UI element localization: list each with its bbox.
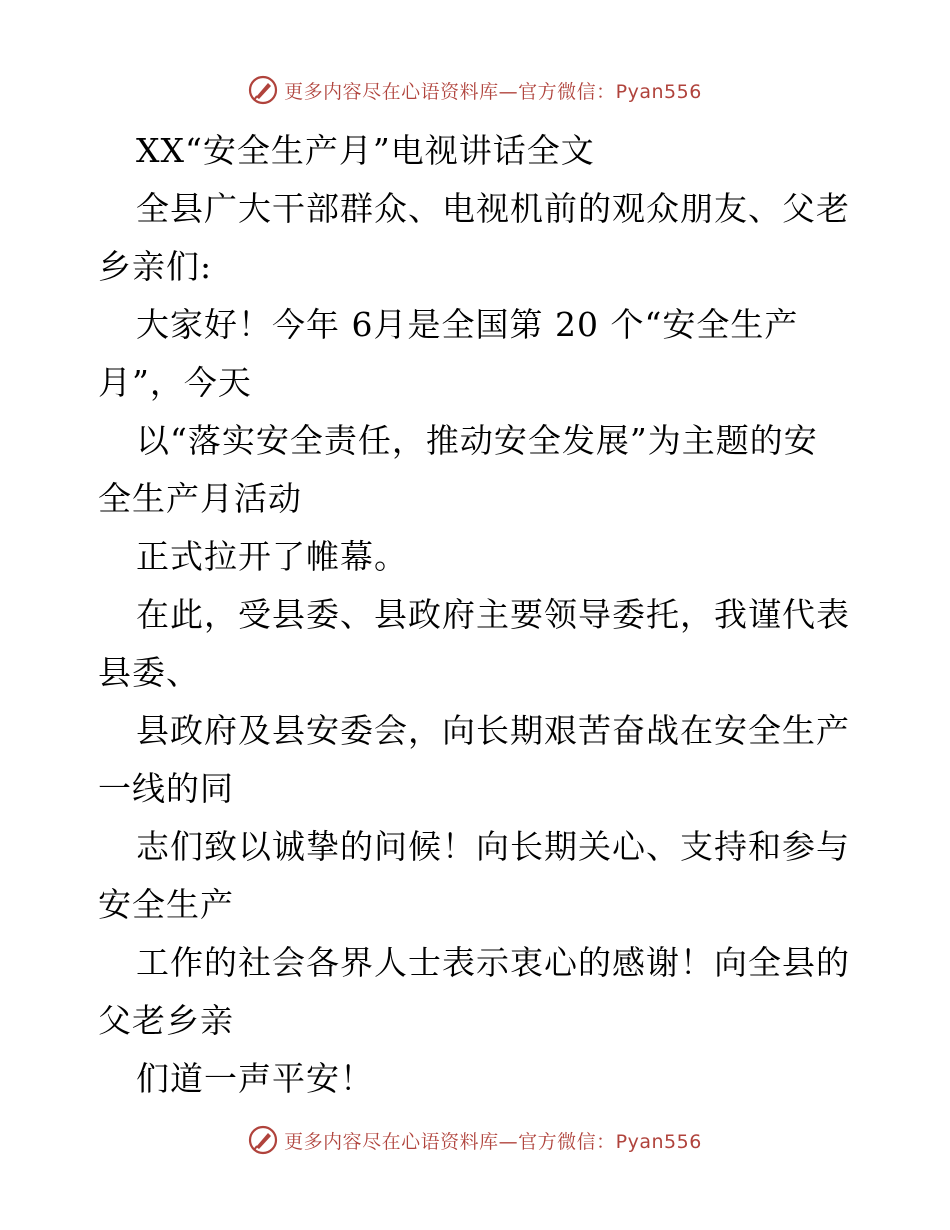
text-line: 安全生产 [98,885,234,924]
text-line: 正式拉开了帷幕。 [136,537,408,576]
text-line: XX“安全生产月”电视讲话全文 [136,131,595,170]
watermark-text: 更多内容尽在心语资料库—官方微信：Pyan556 [284,80,702,103]
footer-watermark [0,1122,950,1158]
watermark-text: 更多内容尽在心语资料库—官方微信：Pyan556 [284,1130,702,1153]
text-line: 父老乡亲 [98,1001,234,1040]
text-line: 一线的同 [98,769,234,808]
quill-pen-logo-icon [248,1125,278,1155]
text-line: 全生产月活动 [98,479,302,518]
text-line: 全县广大干部群众、电视机前的观众朋友、父老 [136,189,850,228]
text-line: 们道一声平安！ [136,1059,374,1098]
quill-pen-logo-icon [248,75,278,105]
header-watermark [0,72,950,108]
text-line: 大家好！今年 6月是全国第 20 个“安全生产 [136,305,799,344]
text-line: 以“落实安全责任，推动安全发展”为主题的安 [136,421,818,460]
document-body [98,122,858,1108]
text-line: 乡亲们: [98,247,213,286]
text-line: 志们致以诚挚的问候！向长期关心、支持和参与 [136,827,850,866]
text-line: 在此，受县委、县政府主要领导委托，我谨代表 [136,595,850,634]
text-line: 县政府及县安委会，向长期艰苦奋战在安全生产 [136,711,850,750]
text-line: 工作的社会各界人士表示衷心的感谢！向全县的 [136,943,850,982]
text-line: 月”，今天 [98,363,252,402]
text-line: 县委、 [98,653,200,692]
